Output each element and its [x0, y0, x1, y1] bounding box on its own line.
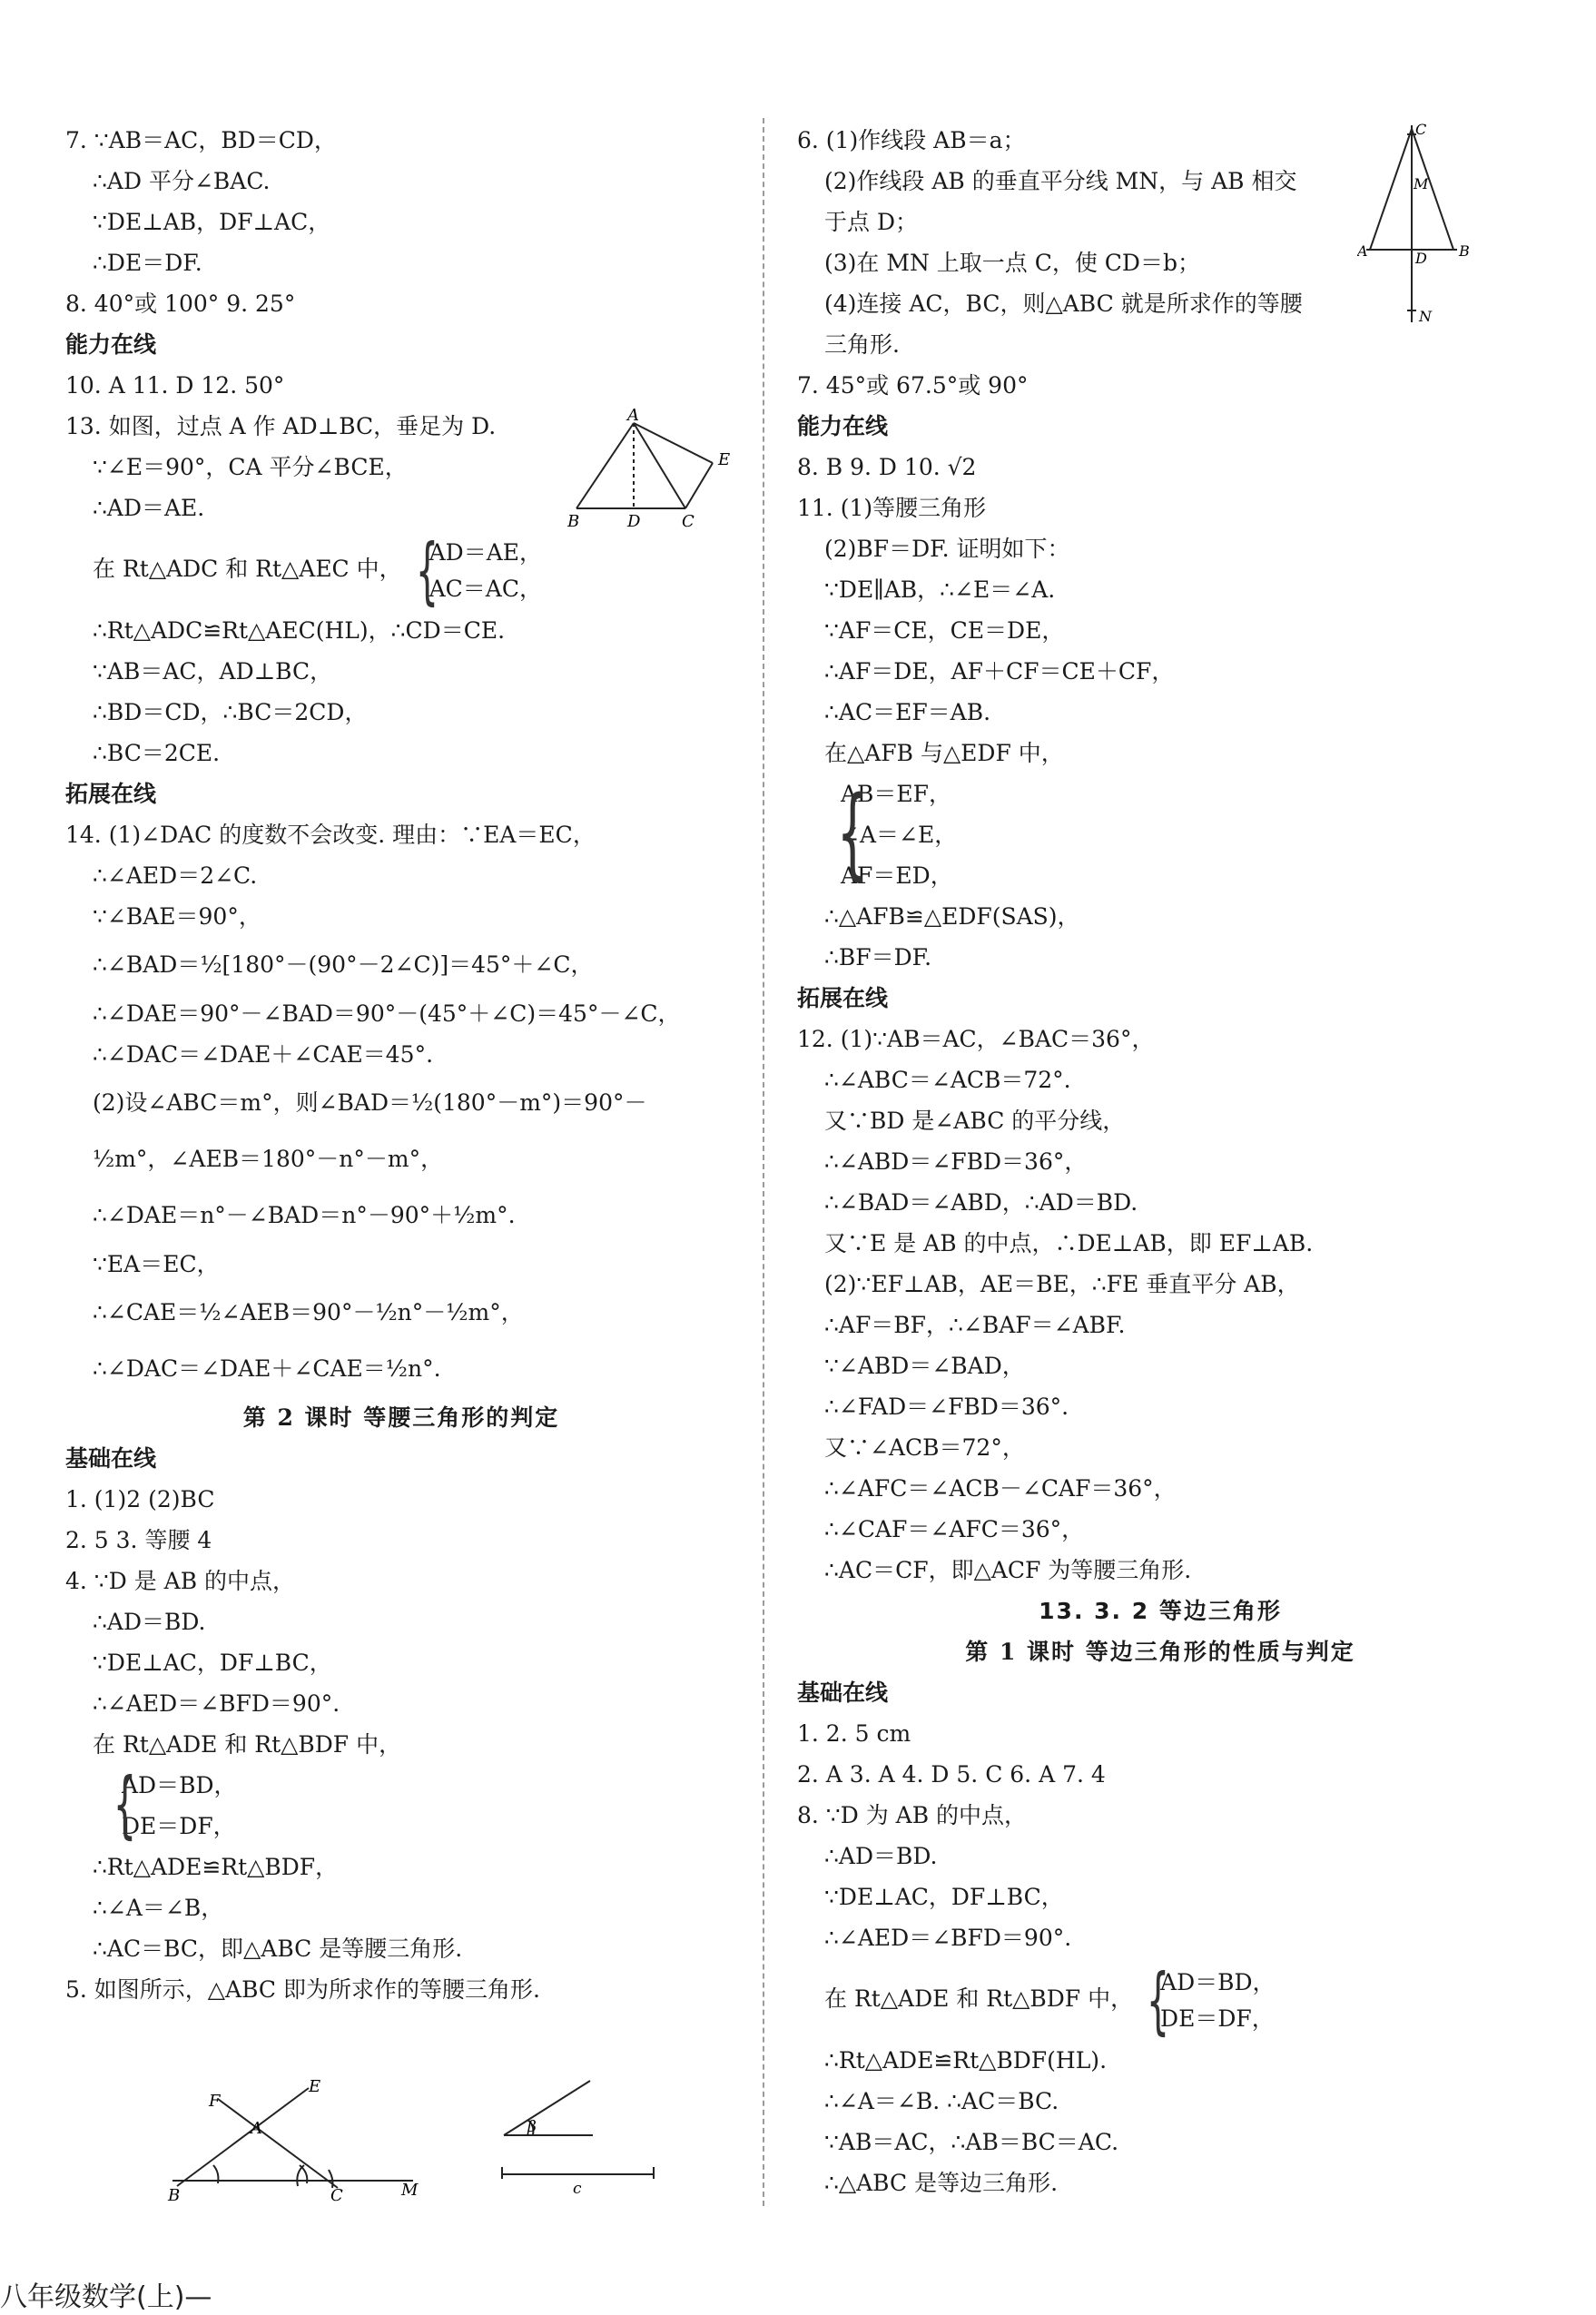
answer-line: ∴∠ABC＝∠ACB＝72°. — [824, 1067, 1071, 1093]
answer-line: ∴AC＝EF＝AB. — [824, 699, 991, 725]
point-label: E — [718, 450, 731, 469]
answer-line: ∴BC＝2CE. — [93, 740, 221, 766]
answer-line: ∵AF＝CE，CE＝DE， — [824, 617, 1065, 644]
point-label: C — [330, 2186, 343, 2205]
answer-14: 14. (1)∠DAC 的度数不会改变. 理由：∵EA＝EC， — [65, 822, 596, 848]
answer-8-10: 8. B 9. D 10. √2 — [797, 454, 977, 480]
section-heading: 拓展在线 — [65, 781, 157, 807]
brace-line: AD＝BD， — [122, 1772, 237, 1798]
answer-line: ∴AD＝BD. — [824, 1843, 938, 1869]
brace-icon: { — [415, 527, 438, 613]
answer-line: (2)设∠ABC＝m°，则∠BAD＝½(180°－m°)＝90°－ — [93, 1089, 647, 1116]
answer-line: ∵AB＝AC，AD⊥BC， — [93, 658, 333, 685]
brace-system — [797, 773, 1523, 896]
answer-8: 8. ∵D 为 AB 的中点， — [797, 1802, 1028, 1828]
point-label: D — [1415, 250, 1427, 267]
answer-line: ∴AD＝BD. — [93, 1609, 206, 1635]
figure-5-given — [495, 2079, 667, 2201]
brace-system — [1140, 1957, 1276, 2043]
answer-1: 1. (1)2 (2)BC — [65, 1486, 215, 1512]
answer-line: ∵DE∥AB，∴∠E＝∠A. — [824, 576, 1056, 603]
answer-2-3: 2. 5 3. 等腰 4 — [65, 1527, 212, 1553]
figure-5 — [163, 2079, 436, 2210]
answer-line: ∴∠BAD＝∠ABD，∴AD＝BD. — [824, 1189, 1138, 1216]
page-footer: 八年级数学(上)— — [0, 2281, 212, 2313]
answer-line: 又∵∠ACB＝72°， — [824, 1434, 1025, 1461]
answer-line: 又∵BD 是∠ABC 的平分线， — [824, 1108, 1126, 1134]
answer-line: ∴BD＝CD，∴BC＝2CD， — [93, 699, 368, 725]
brace-line: AC＝AC， — [429, 575, 542, 602]
answer-line: ∴∠ABD＝∠FBD＝36°， — [824, 1148, 1088, 1175]
perpendicular-bisector-diagram — [1357, 118, 1475, 336]
answer-7: 7. 45°或 67.5°或 90° — [797, 372, 1029, 399]
brace-line: DE＝DF， — [1160, 2005, 1275, 2032]
lesson-title: 第 2 课时 等腰三角形的判定 — [242, 1404, 560, 1431]
point-label: B — [567, 512, 580, 531]
answer-line: (3)在 MN 上取一点 C，使 CD＝b； — [824, 250, 1200, 276]
answer-line: ∵∠BAE＝90°， — [93, 903, 261, 930]
answer-line — [797, 1957, 1523, 2043]
brace-icon: { — [113, 1762, 137, 1847]
answer-line: ∴∠FAD＝∠FBD＝36°. — [824, 1394, 1069, 1420]
answer-line: ∴AD＝AE. — [93, 495, 205, 521]
answer-line: ∵∠E＝90°，CA 平分∠BCE， — [93, 454, 408, 480]
angle-segment-diagram — [495, 2079, 667, 2197]
lesson-title: 第 1 课时 等边三角形的性质与判定 — [965, 1639, 1355, 1665]
answer-line: ∴AC＝BC，即△ABC 是等腰三角形. — [93, 1936, 463, 1962]
figure-6 — [1357, 118, 1475, 340]
answer-line: ∴AF＝BF，∴∠BAF＝∠ABF. — [824, 1312, 1126, 1338]
answer-12: 12. (1)∵AB＝AC，∠BAC＝36°， — [797, 1026, 1155, 1052]
answer-line: ½m°，∠AEB＝180°－n°－m°， — [93, 1146, 444, 1172]
answer-line: ∵DE⊥AC，DF⊥BC， — [824, 1884, 1064, 1910]
answer-line: ∴∠DAE＝n°－∠BAD＝n°－90°＋½m°. — [93, 1202, 516, 1228]
point-label: N — [1419, 308, 1432, 325]
answer-line: (4)连接 AC，BC，则△ABC 就是所求作的等腰 — [824, 291, 1303, 317]
answer-line: ∴∠AED＝∠BFD＝90°. — [824, 1925, 1072, 1951]
brace-line: DE＝DF， — [122, 1813, 236, 1839]
answer-line: ∴Rt△ADE≌Rt△BDF， — [93, 1854, 339, 1880]
angle-label: β — [527, 2118, 537, 2136]
answer-line: ∴∠A＝∠B. ∴AC＝BC. — [824, 2088, 1059, 2114]
point-label: A — [627, 407, 639, 425]
point-label: F — [209, 2092, 221, 2111]
brace-line: AF＝ED， — [841, 862, 953, 889]
answer-text: 在 Rt△ADE 和 Rt△BDF 中， — [824, 1985, 1134, 2012]
answer-line: ∴△AFB≌△EDF(SAS)， — [824, 903, 1080, 930]
triangle-diagram — [567, 407, 749, 534]
answer-text: 在 Rt△ADC 和 Rt△AEC 中， — [93, 556, 402, 582]
brace-line: AD＝AE， — [429, 538, 542, 566]
left-column — [65, 120, 737, 2010]
answer-line: ∴∠DAC＝∠DAE＋∠CAE＝45°. — [93, 1041, 434, 1068]
section-heading: 基础在线 — [65, 1445, 157, 1472]
brace-system — [65, 1762, 737, 1847]
answer-6: 6. (1)作线段 AB＝a； — [797, 127, 1026, 153]
section-title: 13. 3. 2 等边三角形 — [1039, 1598, 1282, 1624]
brace-icon: { — [836, 774, 869, 891]
brace-system — [409, 527, 542, 613]
answer-8-9: 8. 40°或 100° 9. 25° — [65, 291, 296, 317]
section-heading: 拓展在线 — [797, 985, 889, 1011]
construction-diagram — [163, 2079, 436, 2206]
point-label: A — [1357, 242, 1368, 260]
answer-line: ∴∠DAC＝∠DAE＋∠CAE＝½n°. — [93, 1355, 441, 1382]
point-label: C — [1415, 121, 1427, 138]
point-label: B — [168, 2186, 181, 2205]
answer-7: 7. ∵AB＝AC，BD＝CD， — [65, 127, 337, 153]
answer-line: ∴∠A＝∠B， — [93, 1895, 224, 1921]
point-label: B — [1459, 242, 1470, 260]
answer-line: ∴∠DAE＝90°－∠BAD＝90°－(45°＋∠C)＝45°－∠C， — [93, 1000, 681, 1027]
answer-line: (2)作线段 AB 的垂直平分线 MN，与 AB 相交 — [824, 168, 1297, 194]
answer-line: ∵AB＝AC，∴AB＝BC＝AC. — [824, 2129, 1119, 2155]
point-label: A — [251, 2119, 262, 2138]
figure-13 — [567, 407, 749, 537]
point-label: C — [682, 512, 695, 531]
answer-line: ∴∠CAE＝½∠AEB＝90°－½n°－½m°， — [93, 1299, 524, 1325]
answer-line — [65, 527, 737, 613]
answer-1: 1. 2. 5 cm — [797, 1720, 911, 1747]
section-heading: 能力在线 — [65, 331, 157, 358]
point-label: M — [1414, 175, 1429, 192]
answer-line: (2)BF＝DF. 证明如下： — [824, 536, 1070, 562]
brace-icon: { — [1146, 1957, 1170, 2043]
point-label: E — [309, 2079, 321, 2096]
answer-line: 于点 D； — [824, 209, 918, 235]
answer-10-12: 10. A 11. D 12. 50° — [65, 372, 285, 399]
answer-line: ∴△ABC 是等边三角形. — [824, 2170, 1059, 2196]
answer-5: 5. 如图所示，△ABC 即为所求作的等腰三角形. — [65, 1976, 540, 2003]
right-column — [797, 120, 1523, 2203]
answer-line: ∴DE＝DF. — [93, 250, 202, 276]
answer-line: ∵∠ABD＝∠BAD， — [824, 1353, 1025, 1379]
column-divider — [763, 118, 766, 2206]
brace-line: AD＝BD， — [1160, 1968, 1276, 1995]
answer-line: ∴AF＝DE，AF＋CF＝CE＋CF， — [824, 658, 1175, 685]
section-heading: 能力在线 — [797, 413, 889, 439]
answer-line: ∵DE⊥AB，DF⊥AC， — [93, 209, 331, 235]
answer-line: ∴AC＝CF，即△ACF 为等腰三角形. — [824, 1557, 1192, 1583]
answer-13: 13. 如图，过点 A 作 AD⊥BC，垂足为 D. — [65, 413, 497, 439]
answer-2-7: 2. A 3. A 4. D 5. C 6. A 7. 4 — [797, 1761, 1106, 1788]
answer-line: ∴∠BAD＝½[180°－(90°－2∠C)]＝45°＋∠C， — [93, 951, 594, 978]
segment-label: c — [573, 2180, 582, 2197]
brace-line: AB＝EF， — [841, 781, 952, 807]
answer-line: ∴∠AED＝∠BFD＝90°. — [93, 1690, 340, 1717]
answer-line: 在△AFB 与△EDF 中， — [824, 740, 1064, 766]
answer-line: ∵EA＝EC， — [93, 1251, 220, 1277]
answer-line: ∴∠AED＝2∠C. — [93, 862, 258, 889]
section-heading: 基础在线 — [797, 1680, 889, 1706]
answer-4: 4. ∵D 是 AB 的中点， — [65, 1568, 296, 1594]
answer-line: ∴∠AFC＝∠ACB－∠CAF＝36°， — [824, 1475, 1177, 1502]
answer-line: 三角形. — [824, 331, 900, 358]
brace-line: ∠A＝∠E， — [841, 822, 958, 848]
answer-line: ∴∠CAF＝∠AFC＝36°， — [824, 1516, 1085, 1542]
point-label: M — [401, 2181, 419, 2200]
answer-line: ∴BF＝DF. — [824, 944, 932, 970]
point-label: D — [627, 512, 641, 531]
answer-line: ∵DE⊥AC，DF⊥BC， — [93, 1650, 332, 1676]
answer-line: 在 Rt△ADE 和 Rt△BDF 中， — [93, 1731, 402, 1758]
answer-line: (2)∵EF⊥AB，AE＝BE，∴FE 垂直平分 AB， — [824, 1271, 1300, 1297]
answer-line: ∴Rt△ADE≌Rt△BDF(HL). — [824, 2047, 1108, 2074]
answer-line: 又∵E 是 AB 的中点，∴DE⊥AB，即 EF⊥AB. — [824, 1230, 1314, 1256]
answer-11: 11. (1)等腰三角形 — [797, 495, 987, 521]
answer-line: ∴Rt△ADC≌Rt△AEC(HL)，∴CD＝CE. — [93, 617, 506, 644]
answer-line: ∴AD 平分∠BAC. — [93, 168, 271, 194]
